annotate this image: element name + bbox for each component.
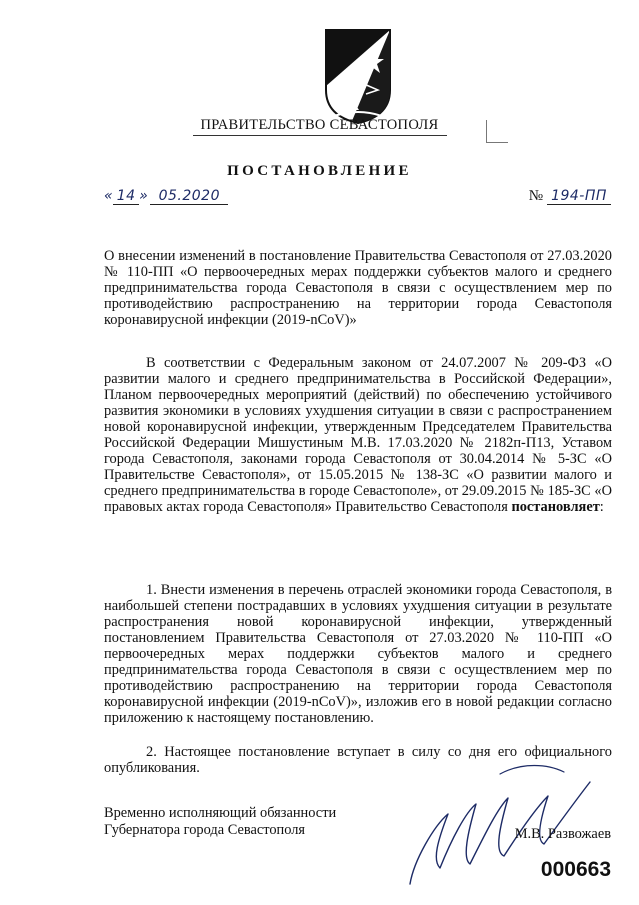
- government-title: ПРАВИТЕЛЬСТВО СЕВАСТОПОЛЯ: [0, 117, 639, 136]
- list-item: 1. Внести изменения в перечень отраслей экономики города Севастополя, в наибольшей степени пострадавших в условиях ухудшения ситуации в результате распространения новой коронавирусной инфекции, утвержденный постановлением Правительства Севастополя от 27.03.2020 № 110-ПП «О первоочередных мерах поддержки субъектов малого и среднего предпринимательства города Севастополя в связи с осуществлением мер по противодействию распространению на территории города Севастополя коронавирусной инфекции (2019-nCoV)», изложив его в новой редакции согласно приложению к настоящему постановлению.: [104, 582, 612, 726]
- preamble-text: В соответствии с Федеральным законом от 24.07.2007 № 209-ФЗ «О развитии малого и среднего предпринимательства в Российской Федерации», Планом первоочередных мероприятий (действий) по обеспечению устойчивого развития экономики в условиях ухудшения ситуации в связи с распространением новой коронавирусной инфекции, утвержденным Председателем Правительства Российской Федерации Мишустиным М.В. 17.03.2020 № 2182п-П13, Уставом города Севастополя, законами города Севастополя от 30.04.2014 № 5-ЗС «О Правительстве Севастополя», от 15.05.2015 № 138-ЗС «О развитии малого и среднего предпринимательства в городе Севастополе», от 29.09.2015 № 185-ЗС «О правовых актах города Севастополя» Правительство Севастополя: [104, 355, 612, 515]
- coat-of-arms-icon: [322, 26, 394, 124]
- date-close-quote: »: [139, 188, 149, 204]
- number-prefix: №: [528, 188, 543, 204]
- scan-mark: [486, 142, 508, 143]
- document-date: [104, 188, 228, 205]
- list-item: 2. Настоящее постановление вступает в силу со дня его официального опубликования.: [104, 744, 612, 776]
- registration-number: 000663: [540, 858, 611, 881]
- date-month-year: 05.2020: [150, 188, 228, 205]
- preamble-paragraph: [104, 355, 612, 515]
- signer-role: [104, 805, 336, 839]
- signer-name: М.В. Развожаев: [514, 826, 611, 842]
- document-type: ПОСТАНОВЛЕНИЕ: [227, 163, 412, 179]
- date-day: 14: [113, 188, 139, 205]
- signer-role-line: Временно исполняющий обязанности: [104, 805, 337, 821]
- scan-mark: [486, 120, 487, 142]
- number-value: 194-ПП: [547, 188, 611, 205]
- signer-role-line: Губернатора города Севастополя: [104, 822, 306, 838]
- decrees-word: постановляет: [511, 499, 600, 515]
- document-number: [529, 188, 611, 205]
- decrees-colon: :: [599, 499, 604, 515]
- date-open-quote: «: [104, 188, 114, 204]
- document-subject: О внесении изменений в постановление Правительства Севастополя от 27.03.2020 № 110-ПП «О первоочередных мерах поддержки субъектов малого и среднего предпринимательства города Севастополя в связи с осуществлением мер по противодействию распространению на территории города Севастополя коронавирусной инфекции (2019-nCoV)»: [104, 248, 612, 328]
